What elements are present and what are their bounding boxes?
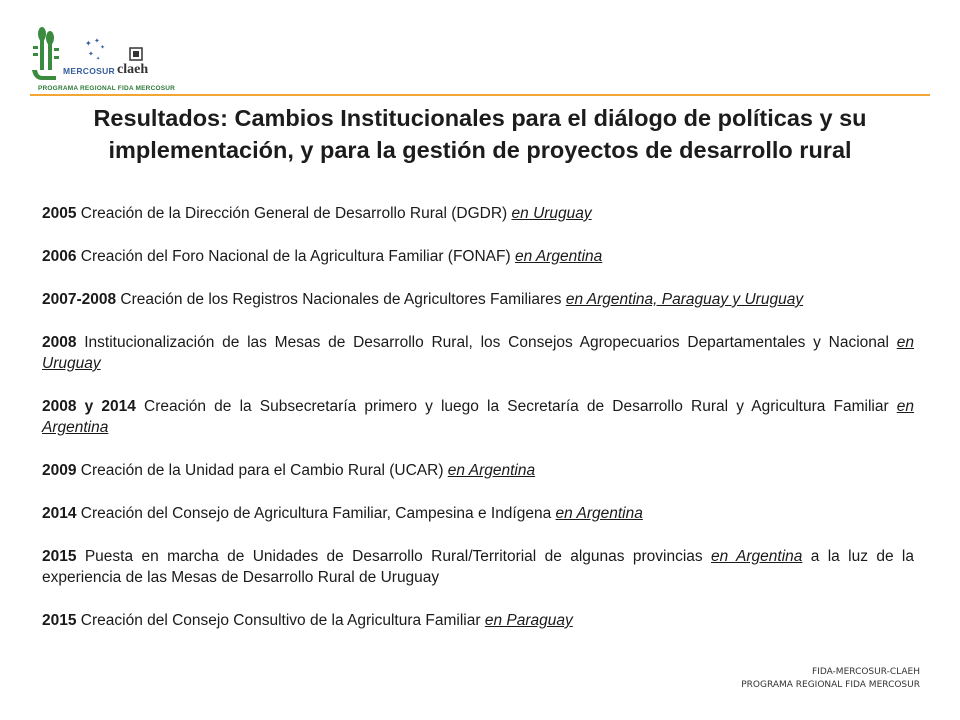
header-divider xyxy=(30,94,930,96)
svg-text:✦: ✦ xyxy=(96,56,101,62)
program-logo xyxy=(30,26,176,94)
logo-caption: PROGRAMA REGIONAL FIDA MERCOSUR xyxy=(38,85,176,92)
list-item xyxy=(42,503,914,524)
footer xyxy=(741,666,920,692)
item-place: en Argentina xyxy=(555,505,643,522)
footer-line-1: FIDA-MERCOSUR-CLAEH xyxy=(812,667,920,677)
footer-line-2: PROGRAMA REGIONAL FIDA MERCOSUR xyxy=(741,680,920,690)
item-place: en Uruguay xyxy=(42,334,914,372)
item-text: Creación de la Dirección General de Desarrollo Rural (DGDR) xyxy=(76,205,512,222)
page-title xyxy=(30,102,930,166)
item-year: 2007-2008 xyxy=(42,291,117,308)
item-text: Creación de los Registros Nacionales de Agricultores Familiares xyxy=(116,291,566,308)
item-year: 2014 xyxy=(42,505,77,522)
item-place: en Uruguay xyxy=(511,205,592,222)
list-item xyxy=(42,332,914,374)
title-line-2: implementación, y para la gestión de proyectos de desarrollo rural xyxy=(108,137,852,163)
item-text: Creación del Consejo Consultivo de la Agricultura Familiar xyxy=(76,612,485,629)
item-place: en Argentina xyxy=(42,398,915,436)
item-text: Puesta en marcha de Unidades de Desarrollo Rural/Territorial de algunas provincias xyxy=(76,548,711,565)
list-item xyxy=(42,203,914,224)
item-year: 2015 xyxy=(42,548,77,565)
wheat-logo-icon xyxy=(30,26,176,94)
list-item xyxy=(42,289,914,310)
svg-text:✦: ✦ xyxy=(88,50,94,58)
list-item xyxy=(42,396,914,438)
svg-text:✦: ✦ xyxy=(85,39,92,48)
list-item xyxy=(42,610,914,631)
item-year: 2005 xyxy=(42,205,77,222)
item-year: 2008 xyxy=(42,334,77,351)
item-text: Creación de la Subsecretaría primero y luego la Secretaría de Desarrollo Rural y Agricultura Familiar xyxy=(135,398,897,415)
item-text: Creación del Foro Nacional de la Agricultura Familiar (FONAF) xyxy=(76,248,515,265)
item-place: en Paraguay xyxy=(484,612,573,629)
item-text: Creación del Consejo de Agricultura Familiar, Campesina e Indígena xyxy=(76,505,556,522)
item-text: Creación de la Unidad para el Cambio Rural (UCAR) xyxy=(76,462,448,479)
item-place: en Argentina xyxy=(514,248,603,265)
title-line-1: Resultados: Cambios Institucionales para el diálogo de políticas y su xyxy=(93,105,867,131)
item-place: en Argentina xyxy=(447,462,536,479)
svg-text:✦: ✦ xyxy=(94,37,100,45)
list-item xyxy=(42,460,914,481)
svg-text:✦: ✦ xyxy=(100,44,106,51)
logo-claeh-text: claeh xyxy=(117,62,149,77)
item-tail: a la luz de la experiencia de las Mesas de Desarrollo Rural de Uruguay xyxy=(42,548,914,586)
list-item xyxy=(42,546,914,588)
list-item xyxy=(42,246,914,267)
item-place: en Argentina, Paraguay y Uruguay xyxy=(565,291,804,308)
item-year: 2015 xyxy=(42,612,77,629)
item-year: 2008 y 2014 xyxy=(42,398,136,415)
item-year: 2009 xyxy=(42,462,77,479)
item-place: en Argentina xyxy=(711,548,803,565)
item-text: Institucionalización de las Mesas de Desarrollo Rural, los Consejos Agropecuarios Departamentales y Nacional xyxy=(76,334,897,351)
item-year: 2006 xyxy=(42,248,77,265)
logo-mercosur-text: MERCOSUR xyxy=(63,66,115,76)
results-list xyxy=(42,203,914,653)
